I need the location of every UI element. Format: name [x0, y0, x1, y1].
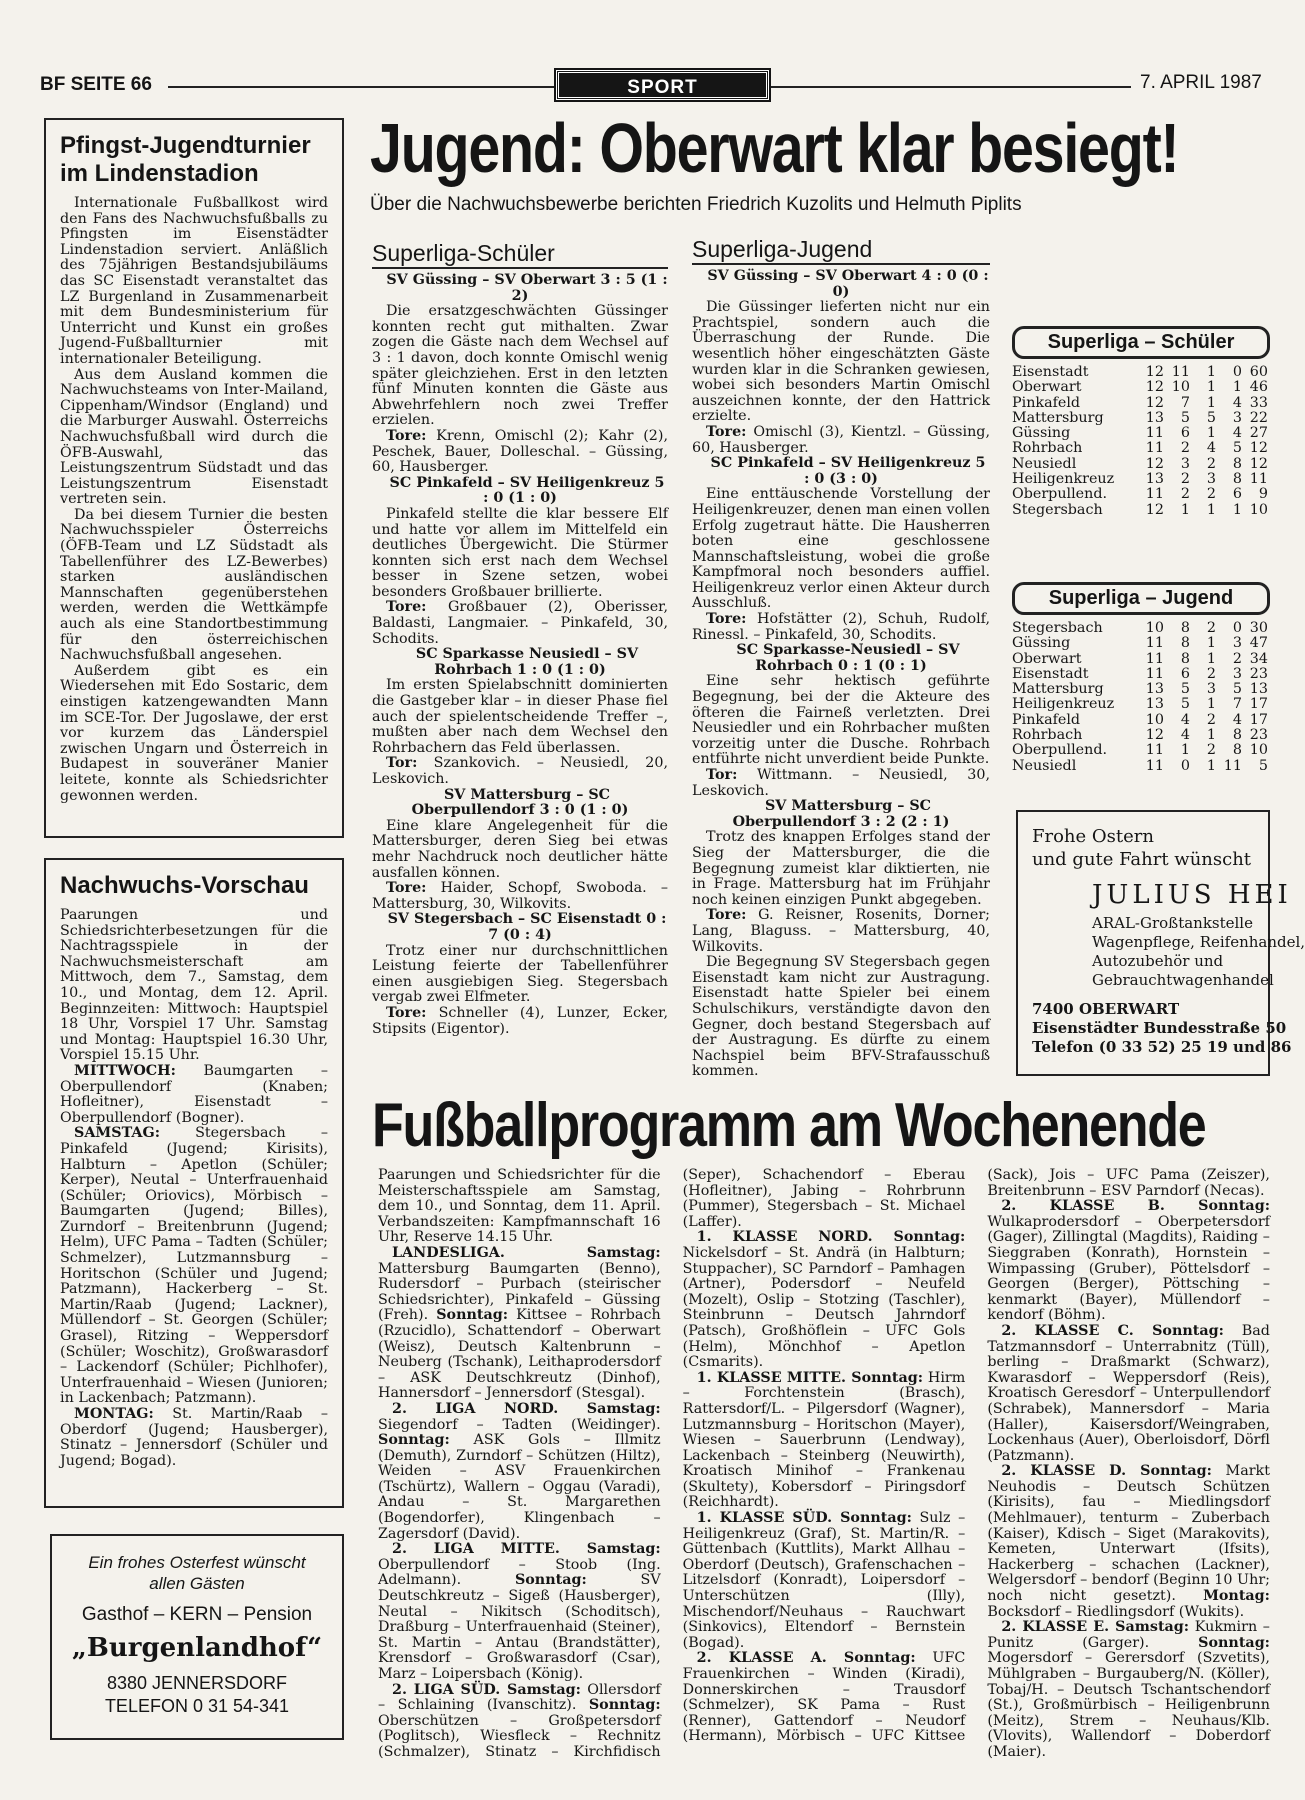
ad-line: ARAL-Großtankstelle — [1092, 914, 1253, 932]
fixture-text: SV Deutschkreutz – Sigeß (Hausberger), Neutal – Nikitsch (Schoditsch), Draßburg – Unterfrauenhaid (Steiner), St. Martin – Antau (Brandstätter), Krensdorf – Großwarasdorf (Csar), Marz – Loipersbach (König). — [378, 1572, 661, 1682]
fixture-text: Siegendorf – Tadten (Weidinger). — [378, 1416, 661, 1433]
standings-row — [1012, 503, 1270, 518]
league-label: 2. KLASSE D. Sonntag: — [1001, 1463, 1212, 1480]
day-label: MONTAG: — [74, 1406, 154, 1422]
pfingst-paragraph: Außerdem gibt es ein Wiedersehen mit Edo Sostaric, dem einstigen katzengewandten Mann im SCE-Tor. Der Jugoslawe, der erst vor kurzem das Länderspiel zwischen Ungarn und Österreich in Budapest in souveräner Manier leitete, konnte als Schiedsrichter gewonnen werden. — [60, 662, 328, 804]
programm-entry — [987, 1620, 1270, 1760]
league-label: 2. KLASSE C. Sonntag: — [1001, 1322, 1224, 1339]
stat-cell: 2 — [1206, 486, 1216, 503]
match-scorers — [692, 425, 990, 456]
stat-cell: 11 — [1145, 665, 1164, 682]
stat-cell: 8 — [1180, 635, 1190, 652]
league-label: 2. LIGA NORD. Samstag: — [392, 1400, 661, 1417]
standings-row — [1012, 621, 1270, 636]
pfingst-paragraph: Da bei diesem Turnier die besten Nachwuchsspieler Österreichs (ÖFB-Team und LZ Südstadt als Tabellenführer des LZ-Bewerbes) starken ausländischen Mannschaften gegenüberstehen werden, werden die Wettkämpfe auch als eine Standortbestimmung für den österreichischen Nachwuchsfußball angesehen. — [60, 506, 328, 664]
section-title: Superliga-Jugend — [692, 236, 990, 265]
team-name: Pinkafeld — [1012, 394, 1081, 411]
standings-row — [1012, 457, 1270, 472]
programm-entry — [987, 1199, 1270, 1324]
match-headline: SV Mattersburg – SC Oberpullendorf 3 : 0 (1 : 0) — [411, 786, 629, 819]
stat-cell: 5 — [1258, 757, 1268, 774]
standings-row — [1012, 636, 1270, 651]
section-title: Superliga-Schüler — [372, 240, 668, 269]
team-name: Neusiedl — [1012, 455, 1077, 472]
match-scorers — [372, 1006, 668, 1037]
scorer-text: Omischl (3), Kientzl. – Güssing, 60, Hausberger. — [692, 423, 990, 456]
standings-title: Superliga – Schüler — [1012, 326, 1270, 359]
stat-cell: 4 — [1180, 711, 1190, 728]
league-label: 1. KLASSE SÜD. Sonntag: — [696, 1510, 912, 1527]
stat-cell: 1 — [1206, 425, 1216, 442]
stat-cell: 11 — [1145, 486, 1164, 503]
day-text: St. Martin/Raab – Oberdorf (Jugend; Hausberger), Stinatz – Jennersdorf (Schüler und Jugend; Bogad). — [60, 1406, 328, 1469]
programm-entry — [987, 1324, 1270, 1464]
fixture-text: Bocksdorf – Riedlingsdorf (Wukits). — [987, 1603, 1245, 1620]
programm-entry — [378, 1402, 661, 1542]
standings-schueler — [1012, 326, 1270, 518]
league-label: Sonntag: — [588, 1697, 661, 1714]
stat-cell: 46 — [1249, 379, 1268, 396]
stat-cell: 13 — [1145, 409, 1164, 426]
stat-cell: 2 — [1180, 471, 1190, 488]
vorschau-day — [60, 1126, 328, 1407]
stat-cell: 1 — [1206, 757, 1216, 774]
stat-cell: 3 — [1232, 409, 1242, 426]
team-name: Oberwart — [1012, 650, 1082, 667]
league-label: 2. KLASSE B. Sonntag: — [1001, 1198, 1270, 1215]
scorer-text: Hofstätter (2), Schuh, Rudolf, Rinessl. – Pinkafeld, 30, Schodits. — [692, 611, 990, 643]
stat-cell: 1 — [1206, 635, 1216, 652]
stat-cell: 30 — [1249, 620, 1268, 636]
ad-line: Gasthof – KERN – Pension — [81, 1604, 313, 1625]
stat-cell: 8 — [1232, 727, 1242, 744]
pfingst-paragraph: Internationale Fußballkost wird den Fans des Nachwuchsfußballs zu Pfingsten im Eisenstädter Lindenstadion serviert. Anläßlich des 75jährigen Bestandsjubiläums das SC Eisenstadt veranstaltet das LZ Burgenland in Zusammenarbeit mit dem Bundesministerium für Unterricht und Kunst ein großes Jugend-Fußballturnier mit internationaler Beteiligung. — [60, 195, 328, 367]
stat-cell: 8 — [1232, 742, 1242, 759]
headline-wrap — [370, 108, 1260, 192]
stat-cell: 22 — [1249, 409, 1268, 426]
programm-entry — [683, 1371, 966, 1511]
stat-cell: 5 — [1206, 409, 1216, 426]
team-name: Mattersburg — [1012, 681, 1104, 698]
match-headline: SV Güssing – SV Oberwart 4 : 0 (0 : 0) — [707, 268, 989, 300]
vorschau-day — [60, 1064, 328, 1126]
day-label: MITTWOCH: — [74, 1062, 176, 1079]
scorer-label: Tore: — [706, 907, 747, 924]
fixture-text: UFC Frauenkirchen – Winden (Kiradi), Donnerskirchen – Trausdorf (Schmelzer), SK Pama – Rust (Renner), Gattendorf – Neudorf (Hermann), Mörbisch – UFC Kittsee (Sack), Jois – UFC Pama (Zeiszer), Breitenbrunn – ESV Parndorf (Necas). — [682, 1167, 1270, 1745]
day-label: SAMSTAG: — [74, 1125, 161, 1142]
stat-cell: 5 — [1180, 681, 1190, 698]
stat-cell: 12 — [1145, 364, 1164, 380]
standings-row — [1012, 682, 1270, 697]
fixture-text: Markt Neuhodis – Deutsch Schützen (Kirisits), fau – Miedlingsdorf (Mehlmauer), tenturm – Zuberbach (Kaiser), Kdisch – Siget (Marakovits), Kemeten, Unterwart (Ifsits), Hackerberg – schachen (Lackner), Welgersdorf – bendorf (Beginn 10 Uhr; noch nicht gesetzt). — [987, 1463, 1270, 1605]
ad-line: Telefon (0 33 52) 25 19 und 86 — [1032, 1038, 1292, 1056]
ad-name: „Burgenlandhof“ — [71, 1633, 323, 1663]
team-name: Stegersbach — [1012, 501, 1103, 518]
match-headline: SV Mattersburg – SC Oberpullendorf 3 : 2 (2 : 1) — [732, 798, 950, 830]
team-name: Heiligenkreuz — [1012, 471, 1115, 488]
vorschau-day — [60, 1407, 328, 1469]
team-name: Oberpullend. — [1012, 486, 1108, 503]
stat-cell: 1 — [1206, 364, 1216, 380]
ad-line: TELEFON 0 31 54-341 — [104, 1696, 290, 1716]
scorer-label: Tor: — [386, 755, 418, 772]
scorer-text: Szankovich. – Neusiedl, 20, Leskovich. — [372, 755, 668, 787]
programm-headline: Fußballprogramm am Wochenende — [372, 1091, 1206, 1160]
fixture-text: Sulz – Heiligenkreuz (Graf), St. Martin/R. – Güttenbach (Kuttlits), Markt Allhau – Oberdorf (Deutsch), Grafenschachen – Litzelsdorf (Konradt), Loipersdorf – Unterschützen (Illy), Mischendorf/Neuhaus – Rauchwart (Sinkovics), Eltendorf – Bernstein (Bogad). — [682, 1510, 966, 1651]
match-headline: SC Sparkasse-Neusiedl – SV Rohrbach 0 : 1 (0 : 1) — [736, 642, 960, 674]
stat-cell: 10 — [1145, 711, 1164, 728]
standings-table — [1012, 365, 1270, 518]
ad-line: 8380 JENNERSDORF — [106, 1673, 288, 1693]
match-scorers — [372, 756, 668, 787]
stat-cell: 3 — [1206, 681, 1216, 698]
stat-cell: 3 — [1232, 635, 1242, 652]
fixture-text: ASK Gols – Illmitz (Demuth), Zurndorf – Schützen (Hiltz), Weiden – ASV Frauenkirchen (Tschürtz), Wallern – Oggau (Varadi), Andau – St. Margarethen (Bogendorfer), Klingenbach – Zagersdorf (David). — [378, 1432, 661, 1542]
standings-jugend — [1012, 582, 1270, 774]
stat-cell: 2 — [1206, 711, 1216, 728]
standings-row — [1012, 652, 1270, 667]
scorer-text: G. Reisner, Rosenits, Dorner; Lang, Blaguss. – Mattersburg, 40, Wilkovits. — [692, 907, 990, 955]
programm-entry — [683, 1230, 966, 1370]
stat-cell: 2 — [1206, 620, 1216, 636]
standings-row — [1012, 667, 1270, 682]
programm-entry — [987, 1464, 1270, 1620]
stat-cell: 12 — [1145, 379, 1164, 396]
stat-cell: 12 — [1145, 727, 1164, 744]
standings-row — [1012, 743, 1270, 758]
stat-cell: 10 — [1171, 379, 1190, 396]
stat-cell: 0 — [1232, 364, 1242, 380]
league-label: 2. LIGA SÜD. Samstag: — [392, 1681, 581, 1698]
stat-cell: 33 — [1249, 394, 1268, 411]
page-label: BF SEITE 66 — [40, 74, 152, 95]
ad-line: Wagenpflege, Reifenhandel, — [1092, 933, 1305, 951]
team-name: Rohrbach — [1012, 727, 1083, 744]
header-rule-left — [168, 86, 554, 88]
ad-line: Autozubehör und — [1092, 952, 1224, 970]
ad-line: und gute Fahrt wünscht — [1032, 849, 1252, 870]
fixture-text: Kittsee – Rohrbach (Rzucidlo), Schattendorf – Oberwart (Weisz), Deutsch Kaltenbrunn – Neuberg (Tschank), Leithaprodersdorf – ASK Deutschkreutz (Dinhof), Hannersdorf – Jennersdorf (Stesgal). — [378, 1307, 661, 1402]
stat-cell: 8 — [1232, 471, 1242, 488]
team-name: Eisenstadt — [1012, 364, 1089, 380]
standings-row — [1012, 713, 1270, 728]
vorschau-title: Nachwuchs-Vorschau — [60, 872, 309, 899]
day-text: Baumgarten – Oberpullendorf (Knaben; Hofleitner), Eisenstadt – Oberpullendorf (Bogner). — [60, 1062, 328, 1126]
scorer-label: Tor: — [706, 767, 738, 783]
stat-cell: 0 — [1232, 620, 1242, 636]
match-scorers — [372, 881, 668, 912]
vorschau-intro: Paarungen und Schiedsrichterbesetzungen für die Nachtragsspiele in der Nachwuchsmeisterschaft am Mittwoch, dem 7., Samstag, dem 10., und Montag, dem 12. April. Beginnzeiten: Mittwoch: Hauptspiel 18 Uhr, Vorspiel 17 Uhr. Samstag und Montag: Hauptspiel 16.30 Uhr, Vorspiel 15.15 Uhr. — [60, 907, 328, 1064]
match-scorers — [372, 600, 668, 647]
standings-table — [1012, 621, 1270, 774]
stat-cell: 12 — [1145, 501, 1164, 518]
stat-cell: 3 — [1206, 471, 1216, 488]
stat-cell: 8 — [1232, 455, 1242, 472]
stat-cell: 10 — [1249, 501, 1268, 518]
standings-row — [1012, 487, 1270, 502]
fixture-text: Kukmirn – Punitz (Garger). — [987, 1619, 1270, 1651]
stat-cell: 11 — [1145, 742, 1164, 759]
match-report: Eine sehr hektisch geführte Begegnung, bei der die Akteure des öfteren die Fairneß verletzten. Drei Neusiedler und ein Rohrbacher mußten vorzeitig unter die Dusche. Rohrbach entführte nicht unverdient beide Punkte. — [692, 673, 990, 768]
league-label: Sonntag: — [436, 1307, 508, 1324]
league-label: 1. KLASSE NORD. Sonntag: — [696, 1229, 966, 1246]
standings-row — [1012, 759, 1270, 774]
match-scorers — [692, 768, 990, 799]
scorer-label: Tore: — [706, 611, 747, 628]
league-label: Montag: — [1203, 1588, 1270, 1605]
stat-cell: 3 — [1232, 665, 1242, 682]
stat-cell: 6 — [1180, 665, 1190, 682]
fixture-text: Nickelsdorf – St. Andrä (in Halbturn; Stuppacher), SC Parndorf – Pamhagen (Artner), Podersdorf – Neufeld (Mozelt), Oslip – Stotzing (Taschler), Steinbrunn – Deutsch Jahrndorf (Patsch), Großhöflein – UFC Gols (Helm), Mönchhof – Apetlon (Csmarits). — [682, 1244, 966, 1371]
stat-cell: 11 — [1145, 635, 1164, 652]
team-name: Oberpullend. — [1012, 742, 1108, 759]
stat-cell: 1 — [1206, 501, 1216, 518]
match-report: Die ersatzgeschwächten Güssinger konnten recht gut mithalten. Zwar zogen die Gäste nach dem Wechsel auf 3 : 1 davon, doch konnte Omischl wenig später gleichziehen. Erst in den letzten fünf Minuten konnten die Gäste aus Abwehrfehlern noch zwei Treffer erzielen. — [372, 303, 668, 429]
stat-cell: 4 — [1232, 425, 1242, 442]
scorer-text: Haider, Schopf, Swoboda. – Mattersburg, 30, Wilkovits. — [372, 880, 668, 912]
fixture-text: Hirm – Forchtenstein (Brasch), Rattersdorf/L. – Pilgersdorf (Wagner), Lutzmannsburg – Horitschon (Mayer), Wiesen – Sauerbrunn (Lendway), Lackenbach – Steinberg (Neuwirth), Kroatisch Minihof – Frankenau (Skultety), Kobersdorf – Piringsdorf (Reichhardt). — [682, 1369, 966, 1511]
fixture-text: Mattersburg Baumgarten (Benno), Rudersdorf – Purbach (steirischer Schiedsrichter), Pinkafeld – Güssing (Freh). — [378, 1260, 661, 1324]
stat-cell: 2 — [1180, 440, 1190, 457]
match-scorers — [692, 612, 990, 643]
match-headline: SC Sparkasse Neusiedl – SV Rohrbach 1 : 0 (1 : 0) — [415, 646, 639, 678]
stat-cell: 2 — [1206, 665, 1216, 682]
standings-row — [1012, 380, 1270, 395]
team-name: Stegersbach — [1012, 620, 1103, 636]
team-name: Oberwart — [1012, 379, 1082, 396]
programm-entry — [378, 1542, 661, 1682]
stat-cell: 5 — [1180, 696, 1190, 713]
stat-cell: 10 — [1249, 742, 1268, 759]
stat-cell: 4 — [1180, 727, 1190, 744]
fixture-text: Mogersdorf – Gerersdorf (Szvetits), Mühlgraben – Burgauberg/N. (Köller), Tobaj/H. – Deutsch Tschantschendorf (St.), Großmürbisch – Heiligenbrunn (Meitz), Strem – Neuhaus/Klb. (Vlovits), Wallendorf – Doberdorf (Maier). — [987, 1650, 1270, 1760]
match-report: Pinkafeld stellte die klar bessere Elf und hatte vor allem im Mittelfeld ein deutliches Übergewicht. Die Stürmer konnten sich erst nach dem Wechsel besser in Szene setzen, wobei besonders Großbauer brillierte. — [372, 505, 668, 600]
standings-title: Superliga – Jugend — [1012, 582, 1270, 615]
stat-cell: 8 — [1180, 620, 1190, 636]
programm-entry — [683, 1511, 966, 1651]
vorschau-article — [44, 858, 344, 1508]
stat-cell: 2 — [1206, 455, 1216, 472]
programm-headline-wrap — [372, 1090, 1262, 1166]
scorer-label: Tore: — [386, 1004, 427, 1021]
league-label: Sonntag: — [378, 1432, 450, 1449]
match-report: Eine klare Angelegenheit für die Mattersburger, deren Sieg bei etwas mehr Nachdruck noch deutlicher hätte ausfallen können. — [372, 817, 668, 881]
stat-cell: 2 — [1206, 742, 1216, 759]
league-label: 1. KLASSE MITTE. Sonntag: — [696, 1369, 924, 1386]
stat-cell: 6 — [1232, 486, 1242, 503]
stat-cell: 0 — [1180, 757, 1190, 774]
league-label: 2. LIGA MITTE. Samstag: — [392, 1541, 661, 1558]
day-text: Stegersbach – Pinkafeld (Jugend; Kirisits), Halbturn – Apetlon (Schüler; Kerper), Neutal – Unterfrauenhaid (Schüler; Oriovics), Mörbisch – Baumgarten (Jugend; Billes), Zurndorf – Breitenbrunn (Jugend; Helm), UFC Pama – Tadten (Schüler; Schmelzer), Lutzmannsburg – Horitschon (Schüler und Jugend; Patzmann), Hackerberg – St. Martin/Raab (Jugend; Lackner), Müllendorf – St. Georgen (Schüler; Grasel), Ritzing – Weppersdorf (Schüler; Woschitz), Großwarasdorf – Lackendorf (Schüler; Pichlhofer), Unterfrauenhaid – Wiesen (Junioren; in Lackenbach; Patzmann). — [60, 1125, 328, 1407]
stat-cell: 5 — [1232, 681, 1242, 698]
team-name: Eisenstadt — [1012, 665, 1089, 682]
stat-cell: 1 — [1180, 501, 1190, 518]
ad-line: allen Gästen — [149, 1574, 245, 1593]
pfingst-title: Pfingst-Jugendturnier im Lindenstadion — [60, 132, 311, 187]
match-headline: SV Güssing – SV Oberwart 3 : 5 (1 : 2) — [386, 272, 668, 304]
match-report: Eine enttäuschende Vorstellung der Heiligenkreuzer, denen man einen vollen Erfolg zugetraut hätte. Die Hausherren boten eine geschlossene Mannschaftsleistung, wobei die große Kampfmoral noch besonders auffiel. Heiligenkreuz verlor einen Akteur durch Ausschluß. — [692, 486, 990, 612]
fixture-text: Bad Tatzmannsdorf – Unterrabnitz (Tüll), berling – Draßmarkt (Schwarz), Kwarasdorf – Weppersdorf (Reis), Kroatisch Geresdorf – Unterpullendorf (Schrabek), Mannersdorf – Maria (Haller), Kaisersdorf/Weingraben, Lockenhaus (Auer), Oberloisdorf, Dörfl (Patzmann). — [987, 1322, 1270, 1464]
league-label: Sonntag: — [514, 1572, 587, 1589]
stat-cell: 4 — [1232, 394, 1242, 411]
match-headline: SV Stegersbach – SC Eisenstadt 0 : 7 (0 : 4) — [387, 911, 667, 943]
standings-row — [1012, 441, 1270, 456]
team-name: Güssing — [1012, 635, 1071, 652]
scorer-text: Großbauer (2), Oberisser, Baldasti, Langmaier. – Pinkafeld, 30, Schodits. — [372, 599, 668, 647]
header-rule-right — [771, 86, 1131, 88]
standings-row — [1012, 728, 1270, 743]
stat-cell: 11 — [1145, 440, 1164, 457]
schueler-column — [372, 240, 668, 1076]
stat-cell: 8 — [1180, 650, 1190, 667]
stat-cell: 23 — [1249, 727, 1268, 744]
stat-cell: 11 — [1145, 650, 1164, 667]
league-label: Sonntag: — [1198, 1634, 1270, 1651]
page-date: 7. APRIL 1987 — [1140, 72, 1262, 93]
stat-cell: 1 — [1232, 379, 1242, 396]
standings-row — [1012, 396, 1270, 411]
jugend-column — [692, 236, 990, 1080]
fixture-text: Oberschützen – Großpetersdorf (Poglitsch), Wiesfleck – Rechnitz (Schmalzer), Stinatz – Kirchfidisch (Seper), Schachendorf – Eberau (Hofleitner), Jabing – Rohrbrunn (Pummer), Stegersbach – St. Michael (Laffer). — [378, 1167, 966, 1760]
standings-row — [1012, 472, 1270, 487]
ressort-label — [556, 70, 769, 100]
match-headline: SC Pinkafeld – SV Heiligenkreuz 5 : 0 (1 : 0) — [389, 474, 665, 507]
stat-cell: 12 — [1145, 394, 1164, 411]
team-name: Mattersburg — [1012, 409, 1104, 426]
programm-body — [378, 1168, 1270, 1768]
stat-cell: 10 — [1145, 620, 1164, 636]
ad-line: Gebrauchtwagenhandel — [1092, 971, 1274, 989]
league-label: 2. KLASSE E. Samstag: — [1001, 1619, 1190, 1636]
subheadline: Über die Nachwuchsbewerbe berichten Friedrich Kuzolits und Helmuth Piplits — [370, 194, 1022, 215]
match-report: Die Güssinger lieferten nicht nur ein Prachtspiel, sondern auch die Überraschung der Runde. Die wesentlich höher eingeschätzten Gäste wurden klar in die Schranken gewiesen, wobei sich besonders Martin Omischl auszeichnen konnte, der den Hattrick erzielte. — [692, 299, 990, 425]
standings-row — [1012, 697, 1270, 712]
stat-cell: 60 — [1249, 364, 1268, 380]
league-label: LANDESLIGA. Samstag: — [392, 1244, 661, 1261]
stat-cell: 4 — [1232, 711, 1242, 728]
stat-cell: 1 — [1206, 394, 1216, 411]
ad-name: JULIUS HEI — [1092, 880, 1292, 910]
scorer-label: Tore: — [386, 880, 427, 897]
stat-cell: 11 — [1223, 757, 1242, 774]
match-headline: SC Pinkafeld – SV Heiligenkreuz 5 : 0 (3 : 0) — [710, 455, 986, 487]
pfingst-article — [44, 118, 344, 838]
fixture-text: Wulkaprodersdorf – Oberpetersdorf (Gager), Zillingtal (Magdits), Raiding – Sieggraben (Konrath), Hornstein – Wimpassing (Gruber), Pöttelsdorf – Georgen (Berger), Pöttsching – kenmarkt (Bayer), Müllendorf – kendorf (Böhm). — [987, 1213, 1270, 1324]
fixture-text: Oberpullendorf – Stoob (Ing. Adelmann). — [378, 1556, 661, 1589]
stat-cell: 1 — [1206, 650, 1216, 667]
ad-line: 7400 OBERWART — [1032, 1000, 1180, 1018]
stat-cell: 12 — [1249, 455, 1268, 472]
stat-cell: 17 — [1249, 696, 1268, 713]
team-name: Heiligenkreuz — [1012, 696, 1115, 713]
kern-advertisement — [50, 1534, 344, 1740]
stat-cell: 2 — [1180, 486, 1190, 503]
stat-cell: 1 — [1232, 501, 1242, 518]
stat-cell: 4 — [1206, 440, 1216, 457]
stat-cell: 27 — [1249, 425, 1268, 442]
ad-line: Frohe Ostern — [1032, 826, 1154, 847]
stat-cell: 17 — [1249, 711, 1268, 728]
stat-cell: 5 — [1232, 440, 1242, 457]
stat-cell: 6 — [1180, 425, 1190, 442]
stat-cell: 1 — [1206, 379, 1216, 396]
stat-cell: 3 — [1180, 455, 1190, 472]
standings-row — [1012, 411, 1270, 426]
match-note: Die Begegnung SV Stegersbach gegen Eisenstadt kam nicht zur Austragung. Eisenstadt hatte Spieler bei einem Schulschikurs, verständigte davon den Gegner, doch bestand Stegersbach auf der Austragung. Es dürfte zu einem Nachspiel beim BFV-Strafausschuß kommen. — [692, 954, 990, 1080]
scorer-text: Schneller (4), Lunzer, Ecker, Stipsits (Eigentor). — [372, 1004, 668, 1037]
stat-cell: 11 — [1171, 364, 1190, 380]
scorer-label: Tore: — [386, 427, 427, 444]
stat-cell: 13 — [1145, 696, 1164, 713]
team-name: Pinkafeld — [1012, 711, 1081, 728]
ressort-text: SPORT — [627, 77, 698, 98]
julius-advertisement — [1016, 810, 1305, 1076]
team-name: Rohrbach — [1012, 440, 1083, 457]
stat-cell: 12 — [1145, 455, 1164, 472]
match-report: Trotz einer nur durchschnittlichen Leistung feierte der Tabellenführer einen ausgiebigen Sieg. Stegersbach vergab zwei Elfmeter. — [372, 942, 668, 1006]
stat-cell: 12 — [1249, 440, 1268, 457]
stat-cell: 13 — [1249, 681, 1268, 698]
stat-cell: 2 — [1232, 650, 1242, 667]
stat-cell: 1 — [1206, 727, 1216, 744]
scorer-label: Tore: — [386, 599, 427, 616]
scorer-label: Tore: — [706, 423, 747, 440]
team-name: Neusiedl — [1012, 757, 1077, 774]
fixture-text: Ollersdorf – Schlaining (Ivanschitz). — [378, 1681, 661, 1714]
stat-cell: 34 — [1249, 650, 1268, 667]
stat-cell: 7 — [1232, 696, 1242, 713]
stat-cell: 47 — [1249, 635, 1268, 652]
programm-entry — [378, 1246, 661, 1402]
match-scorers — [372, 429, 668, 476]
programm-intro: Paarungen und Schiedsrichter für die Meisterschaftsspiele am Samstag, dem 10., und Sonntag, dem 11. April. Verbandszeiten: Kampfmannschaft 16 Uhr, Reserve 14.15 Uhr. — [378, 1167, 661, 1246]
pfingst-paragraph: Aus dem Ausland kommen die Nachwuchsteams von Inter-Mailand, Cippenham/Windsor (England) und die Marburger Auswahl. Österreichs Nachwuchsfußball wird durch die ÖFB-Auswahl, das Leistungszentrum Südstadt und das Leistungszentrum Eisenstadt vertreten sein. — [60, 366, 328, 508]
stat-cell: 13 — [1145, 681, 1164, 698]
stat-cell: 5 — [1180, 409, 1190, 426]
programm-entries — [378, 1168, 1270, 1761]
stat-cell: 23 — [1249, 665, 1268, 682]
standings-row — [1012, 365, 1270, 380]
stat-cell: 13 — [1145, 471, 1164, 488]
scorer-text: Krenn, Omischl (2); Kahr (2), Peschek, Bauer, Dolleschal. – Güssing, 60, Hausberger. — [372, 427, 668, 476]
ad-line: Ein frohes Osterfest wünscht — [88, 1553, 306, 1572]
stat-cell: 11 — [1145, 425, 1164, 442]
headline: Jugend: Oberwart klar besiegt! — [370, 109, 1179, 187]
stat-cell: 9 — [1258, 486, 1268, 503]
match-report: Trotz des knappen Erfolges stand der Sieg der Mattersburger, die die Begegnung zumeist klar diktierten, nie in Frage. Mattersburg hat im Frühjahr noch keinen einzigen Punkt abgegeben. — [692, 829, 990, 908]
ad-line: Eisenstädter Bundesstraße 50 — [1032, 1019, 1287, 1037]
stat-cell: 11 — [1249, 471, 1268, 488]
team-name: Güssing — [1012, 425, 1071, 442]
stat-cell: 1 — [1206, 696, 1216, 713]
match-scorers — [692, 908, 990, 955]
match-report: Im ersten Spielabschnitt dominierten die Gastgeber klar – in dieser Phase fiel auch der spielentscheidende Treffer –, mußten aber nach dem Wechsel den Rohrbachern das Feld überlassen. — [372, 677, 668, 756]
stat-cell: 1 — [1180, 742, 1190, 759]
stat-cell: 7 — [1180, 394, 1190, 411]
stat-cell: 11 — [1145, 757, 1164, 774]
scorer-text: Wittmann. – Neusiedl, 30, Leskovich. — [692, 767, 990, 799]
league-label: 2. KLASSE A. Sonntag: — [696, 1650, 916, 1667]
standings-row — [1012, 426, 1270, 441]
